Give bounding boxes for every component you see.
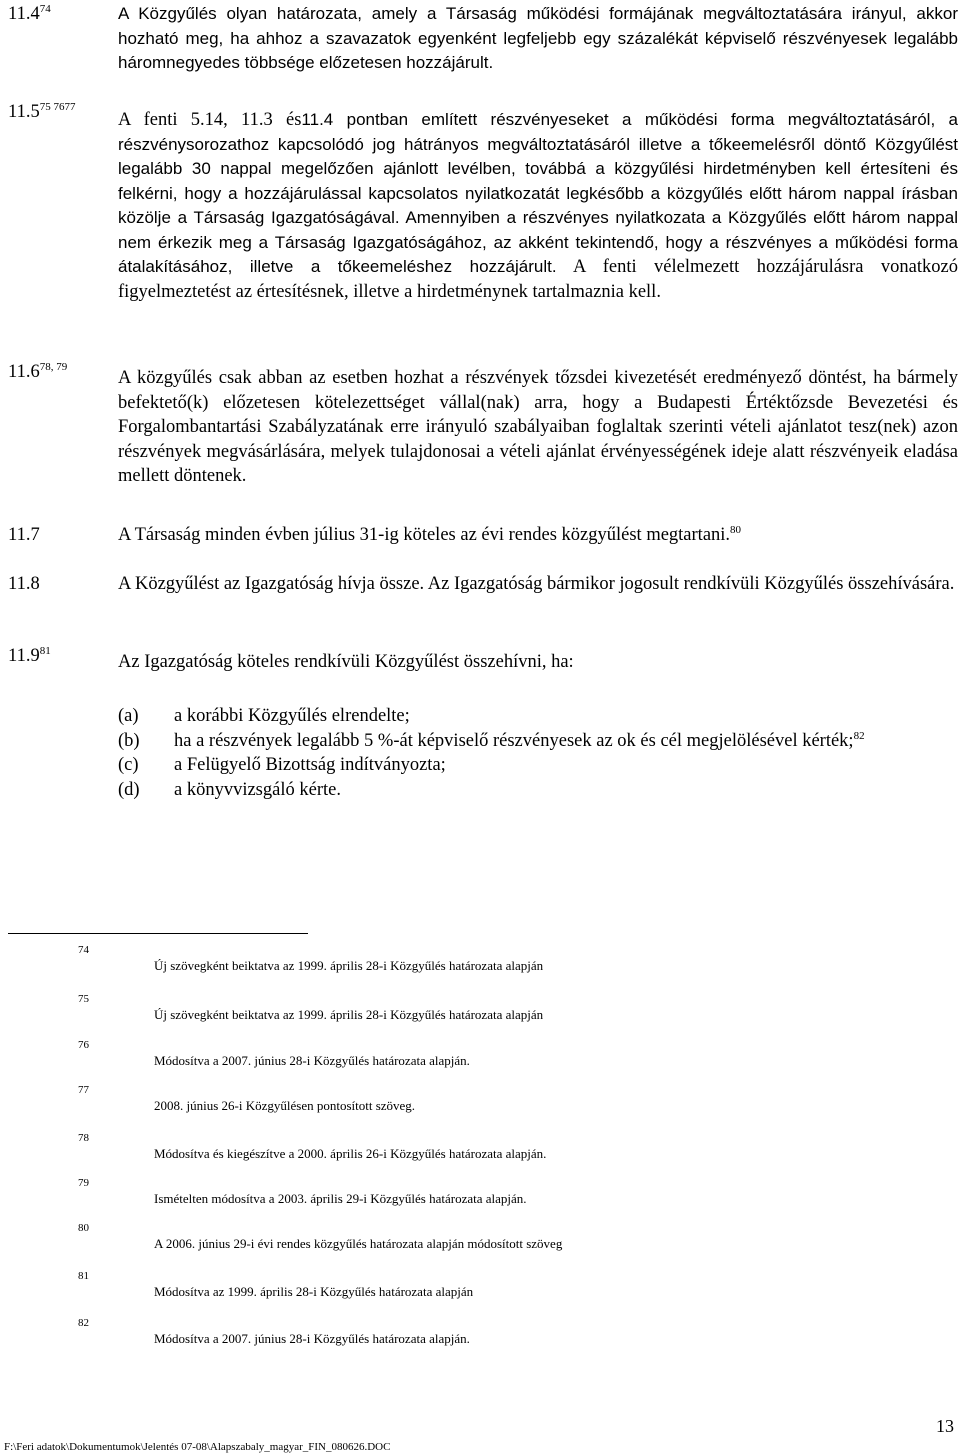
footnote-text: Módosítva az 1999. április 28-i Közgyűlés határozata alapján <box>154 1284 474 1299</box>
footnote <box>8 1317 958 1347</box>
list-item-label: (a) <box>118 706 139 726</box>
footnote <box>8 1039 958 1069</box>
footnote-separator <box>8 933 308 934</box>
page-number: 13 <box>936 1416 954 1436</box>
list-item-text: a Felügyelő Bizottság indítványozta; <box>174 755 446 775</box>
section-number: 11.7 <box>8 525 40 545</box>
condition-list <box>118 704 958 802</box>
footnote-number: 78 <box>78 1132 89 1144</box>
list-item <box>118 729 958 754</box>
footnote-text: Módosítva a 2007. június 28-i Közgyűlés határozata alapján. <box>154 1331 470 1346</box>
section-number: 11.4$^{74}$ <box>8 3 51 24</box>
section-text-part: A fenti 5.14, 11.3 és <box>118 110 302 130</box>
footnote-number: 79 <box>78 1177 89 1189</box>
footnote-number: 82 <box>78 1317 89 1329</box>
footnote-text: Új szövegként beiktatva az 1999. április 28-i Közgyűlés határozata alapján <box>154 958 544 973</box>
list-item <box>118 778 958 803</box>
footnote-ref: 74 <box>39 3 51 15</box>
section-number: 11.8 <box>8 574 40 594</box>
list-item-label: (b) <box>118 730 140 751</box>
footnote-number: 75 <box>78 993 89 1005</box>
footnote <box>8 1132 958 1162</box>
section-text <box>118 108 958 304</box>
footnote <box>8 1222 958 1252</box>
footnote-ref: 82 <box>853 729 865 742</box>
list-item <box>118 753 958 778</box>
footnote-ref: 81 <box>39 645 51 657</box>
footnote <box>8 993 958 1023</box>
footnote-text: Módosítva a 2007. június 28-i Közgyűlés határozata alapján. <box>154 1053 470 1068</box>
list-item <box>118 704 958 729</box>
footnote-number: 76 <box>78 1039 89 1051</box>
section-number: 11.6$^{78, 79}$ <box>8 361 68 382</box>
list-item-text: a korábbi Közgyűlés elrendelte; <box>174 706 410 726</box>
section-text: A Társaság minden évben július 31-ig köteles az évi rendes közgyűlést megtartani.$^{80}$ <box>118 524 742 545</box>
footnote <box>8 1177 958 1207</box>
section-text-part: 11.4 pontban említett részvényeseket a működési forma megváltoztatásáról, a részvénysorozathoz kapcsolódó jog hátrányos megváltoztatásáról illetve a tőkeemelésről döntő Közgyűlést legalább 30 nappal megelőzően ajánlott levélben, továbbá a közgyűlési hirdetményben kell értesíteni és felkérni, hogy a hozzájárulással kapcsolatos nyilatkozatát legkésőbb a közgyűlés előtt három nappal írásban közölje a Társaság Igazgatóságával. Amennyiben a részvényes nyilatkozata a Közgyűlés előtt három nappal nem érkezik meg a Társaság Igazgatóságához, az akként tekintendő, hogy a részvényes a működési forma átalakításához, illetve a tőkeemeléshez hozzájárult. <box>118 110 958 276</box>
footnote-text: A 2006. június 29-i évi rendes közgyűlés határozata alapján módosított szöveg <box>154 1236 563 1251</box>
section-text: A Közgyűlést az Igazgatóság hívja össze. Az Igazgatóság bármikor jogosult rendkívüli Közgyűlés összehívására. <box>118 574 955 594</box>
section-number: $11.5^{75 7677}$ <box>8 101 76 122</box>
list-item-label: (c) <box>118 755 139 775</box>
list-item-label: (d) <box>118 779 140 800</box>
list-item-text: ha a részvények legalább 5 %-át képviselő részvényesek az ok és cél megjelölésével kérték; <box>174 730 854 751</box>
section-number: 11.9$^{81}$ <box>8 645 51 666</box>
footnote-text: Új szövegként beiktatva az 1999. április 28-i Közgyűlés határozata alapján <box>154 1007 544 1022</box>
footnote-ref: 80 <box>730 524 742 536</box>
section-text: Az Igazgatóság köteles rendkívüli Közgyűlést összehívni, ha: <box>118 652 574 672</box>
footnote-number: 80 <box>78 1222 89 1234</box>
footnote-number: 74 <box>78 944 89 956</box>
footnote-number: 77 <box>78 1084 89 1096</box>
section-text: A Közgyűlés olyan határozata, amely a Társaság működési formájának megváltoztatására irányul, akkor hozható meg, ha ahhoz a szavazatok egyenként legfeljebb egy százalékát képviselő részvényesek legalább háromnegyedes többsége előzetesen hozzájárult. <box>118 4 958 72</box>
file-path: F:\Feri adatok\Dokumentumok\Jelentés 07-08\Alapszabaly_magyar_FIN_080626.DOC <box>4 1441 391 1453</box>
footnote-text: 2008. június 26-i Közgyűlésen pontosított szöveg. <box>154 1098 416 1113</box>
footnote <box>8 1270 958 1300</box>
section-text-part: A fenti vélelmezett hozzájárulásra vonatkozó figyelmeztetést az értesítésnek, illetve a hirdetménynek tartalmaznia kell. <box>118 257 958 302</box>
footnote-ref: 75 7677 <box>39 101 76 113</box>
footnote-number: 81 <box>78 1270 89 1282</box>
footnote <box>8 944 958 974</box>
footnote <box>8 1084 958 1114</box>
section-text: A közgyűlés csak abban az esetben hozhat a részvények tőzsdei kivezetését eredményező döntést, ha bármely befektető(k) előzetesen kötelezettséget vállal(nak) arra, hogy a Budapesti Értéktőzsde Bevezetési és Forgalombantartási Szabályzatának erre irányuló szabályaiban foglaltak szerinti vételi ajánlatot tesz(nek) azon részvények megvásárlására, melyek tulajdonosai a vételi ajánlat érvényességének ideje alatt részvényeik eladása mellett döntenek. <box>118 368 958 486</box>
footnote-ref: 78, 79 <box>39 361 68 373</box>
footnote-text: Ismételten módosítva a 2003. április 29-i Közgyűlés határozata alapján. <box>154 1191 527 1206</box>
list-item-text: a könyvvizsgáló kérte. <box>174 779 341 800</box>
footnote-text: Módosítva és kiegészítve a 2000. április 26-i Közgyűlés határozata alapján. <box>154 1146 547 1161</box>
